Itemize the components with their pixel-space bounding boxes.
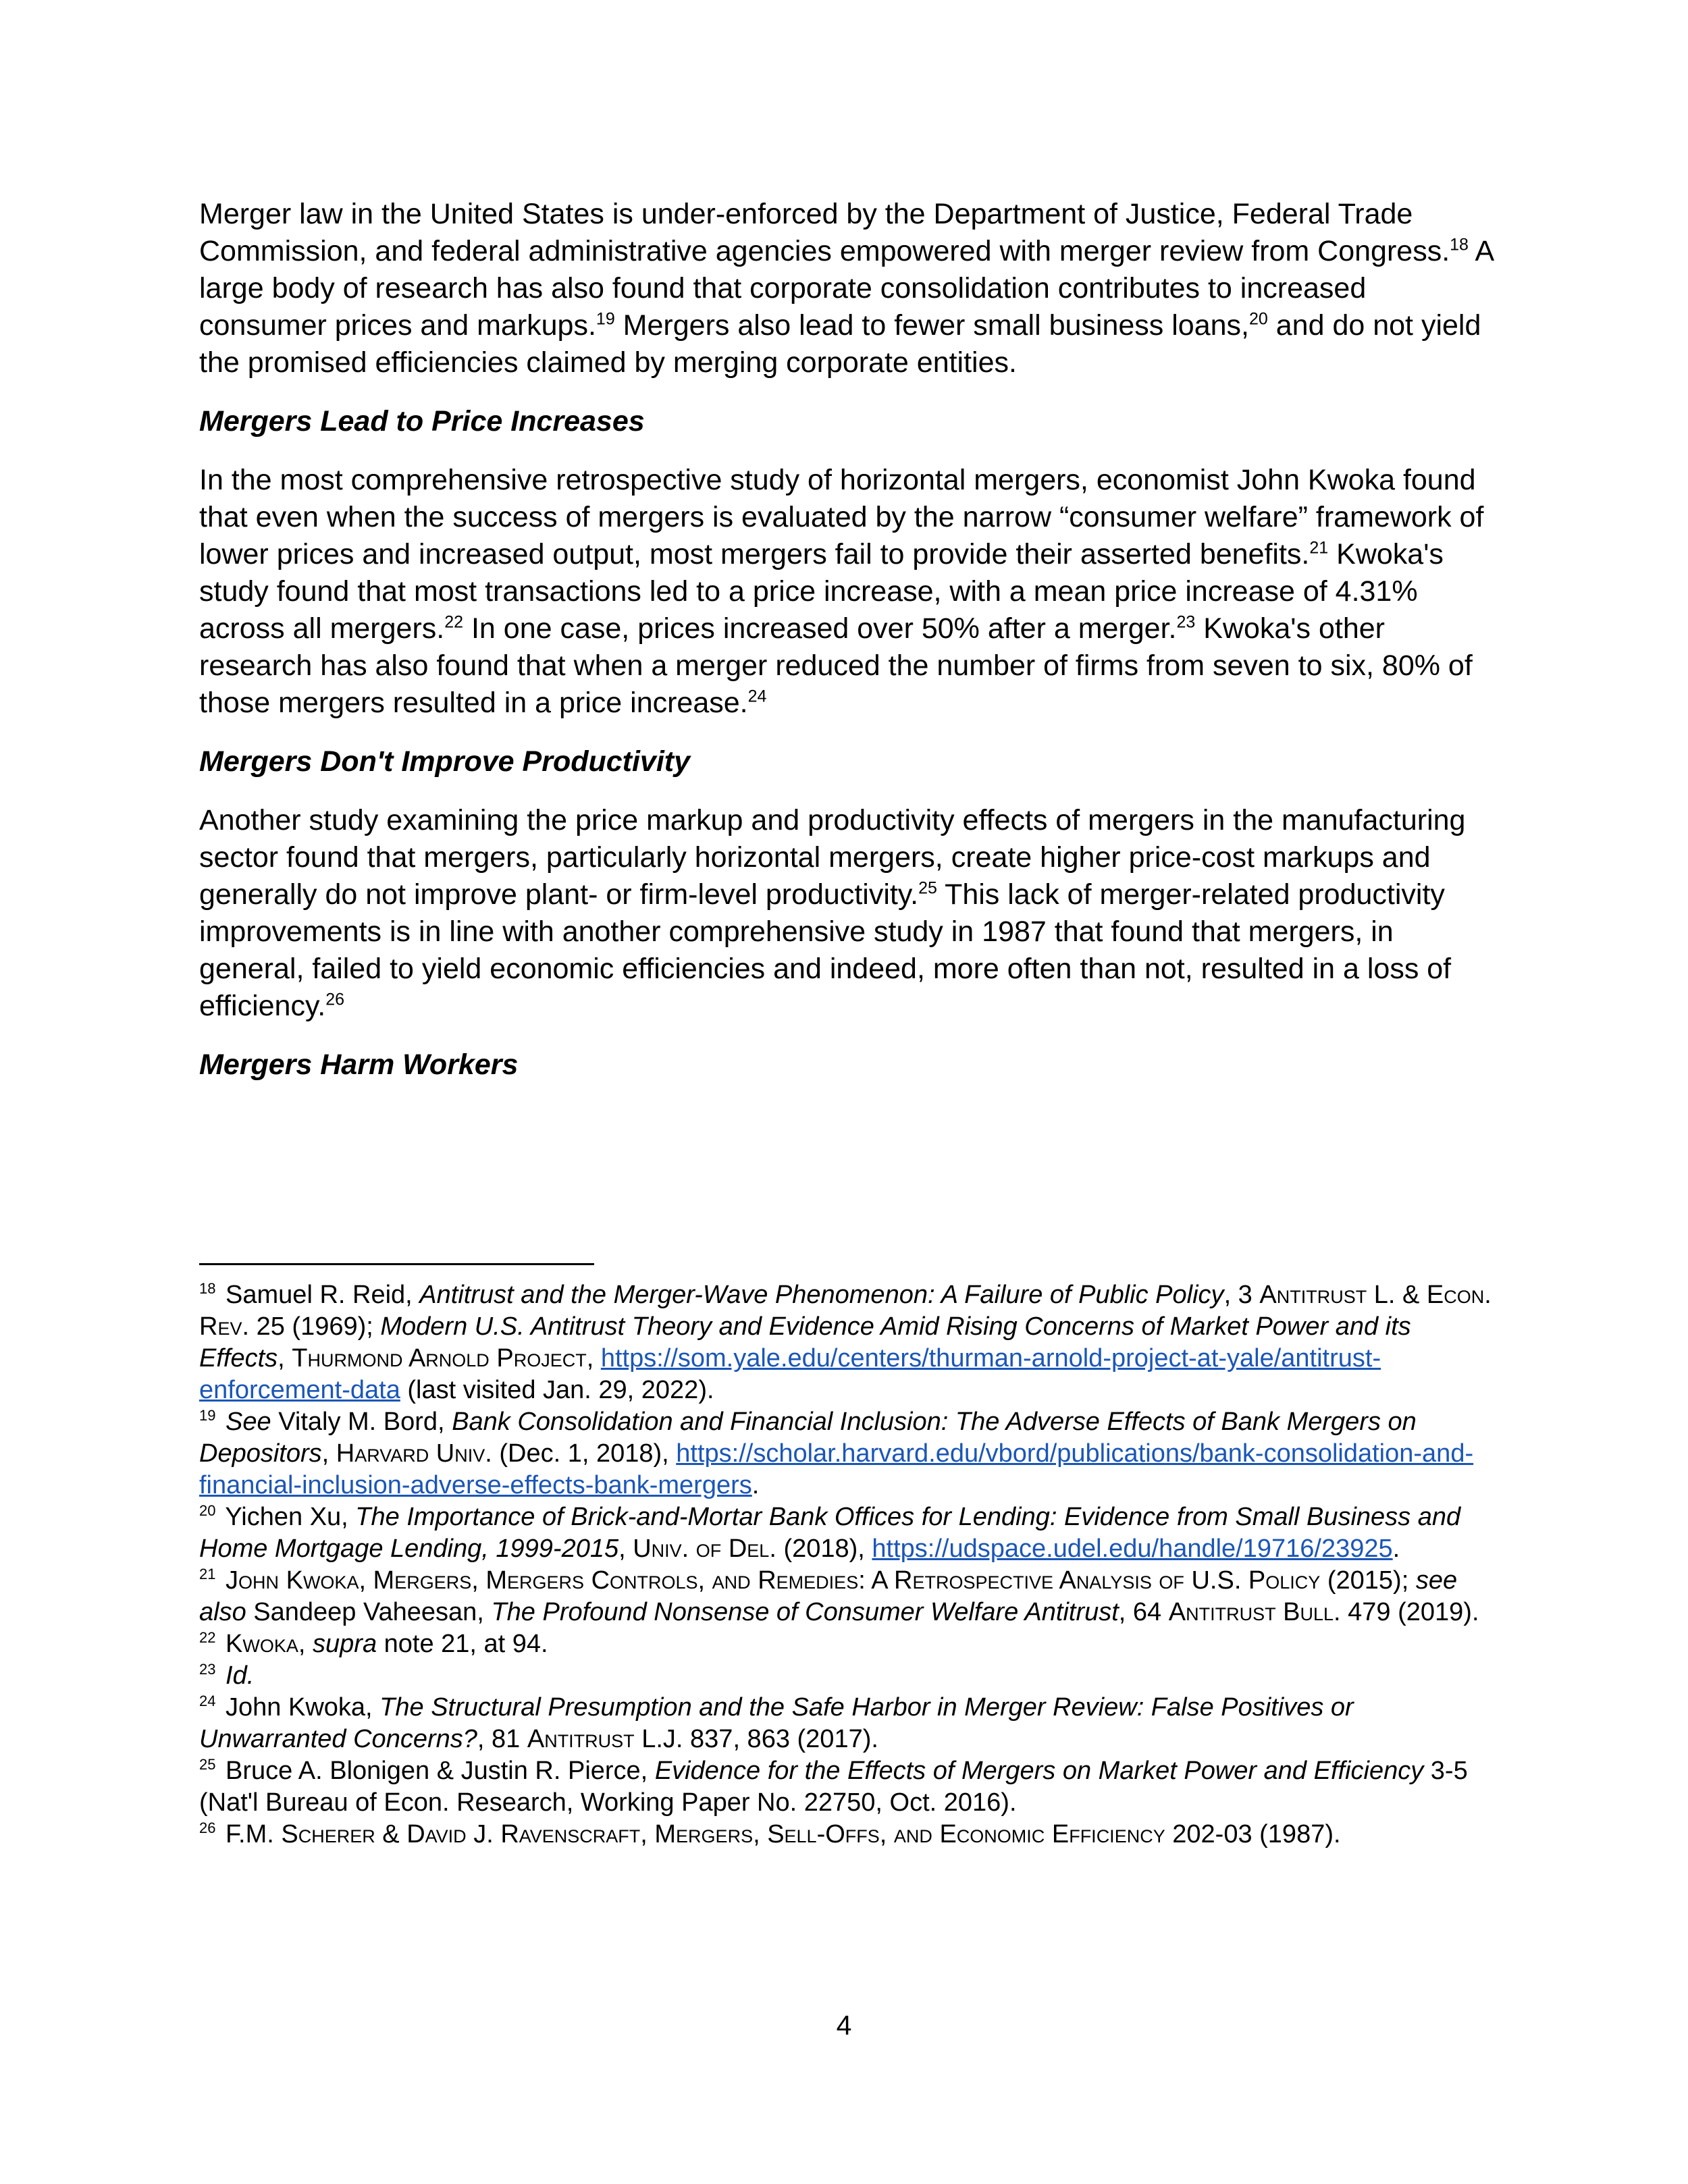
section-heading-workers: Mergers Harm Workers [199,1048,519,1081]
footnote-25: $^{25}$ Bruce A. Blonigen & Justin R. Pierce, Evidence for the Effects of Mergers on Market Power and Efficiency 3-5 (Nat'l Bureau of Econ. Research, Working Paper No. 22750, Oct. 2016). [199,1756,1468,1817]
footnote-20: $^{20}$ Yichen Xu, The Importance of Brick-and-Mortar Bank Offices for Lending: Evidence from Small Business and Home Mortgage Lending, 1999-2015, Univ. of Del. (2018), https://udspace.udel.edu/handle/19716/23925. [199,1502,1461,1563]
footnote-19-link[interactable]: https://scholar.harvard.edu/vbord/publications/bank-consolidation-and-financial-inclusion-adverse-effects-bank-mergers [199,1439,1474,1499]
section-heading-productivity: Mergers Don't Improve Productivity [199,745,691,778]
footnote-ref-21[interactable]: 21 [1309,538,1329,558]
page-number: 4 [836,2010,852,2041]
paragraph-productivity: Another study examining the price markup and productivity effects of mergers in the manufacturing sector found that mergers, particularly horizontal mergers, create higher price-cost markups and generally do not improve plant- or firm-level productivity.$^{25}$ This lack of merger-related productivity improvements is in line with another comprehensive study in 1987 that found that mergers, in general, failed to yield economic efficiencies and indeed, more often than not, resulted in a loss of efficiency.$^{26}$ [199,804,1466,1022]
footnote-21: $^{21}$ John Kwoka, Mergers, Mergers Controls, and Remedies: A Retrospective Analysis of U.S. Policy (2015); see also Sandeep Vaheesan, The Profound Nonsense of Consumer Welfare Antitrust, 64 Antitrust Bull. 479 (2019). [199,1566,1479,1626]
footnote-ref-19[interactable]: 19 [596,309,615,329]
footnote-ref-26[interactable]: 26 [325,990,345,1009]
footnote-separator [199,1263,594,1265]
footnote-ref-23[interactable]: 23 [1176,612,1196,632]
footnote-ref-24[interactable]: 24 [747,687,767,706]
footnote-23: $^{23}$ Id. [199,1661,255,1690]
footnote-ref-20[interactable]: 20 [1249,309,1268,329]
footnote-18: $^{18}$ Samuel R. Reid, Antitrust and the Merger-Wave Phenomenon: A Failure of Public Policy, 3 Antitrust L. & Econ. Rev. 25 (1969); Modern U.S. Antitrust Theory and Evidence Amid Rising Concerns of Market Power and its Effects, Thurmond Arnold Project, https://som.yale.edu/centers/thurman-arnold-project-at-yale/antitrust-enforcement-data (last visited Jan. 29, 2022). [199,1280,1492,1404]
footnote-19: $^{19}$ See Vitaly M. Bord, Bank Consolidation and Financial Inclusion: The Adverse Effects of Bank Mergers on Depositors, Harvard Univ. (Dec. 1, 2018), https://scholar.harvard.edu/vbord/publications/bank-consolidation-and-financial-inclusion-adverse-effects-bank-mergers. [199,1407,1474,1499]
footnote-ref-25[interactable]: 25 [918,878,937,898]
footnote-22: $^{22}$ Kwoka, supra note 21, at 94. [199,1629,548,1658]
footnotes [199,1279,1496,1850]
footnote-ref-22[interactable]: 22 [444,612,464,632]
footnote-ref-18[interactable]: 18 [1450,235,1469,255]
footnote-26: $^{26}$ F.M. Scherer & David J. Ravenscraft, Mergers, Sell-Offs, and Economic Efficiency 202-03 (1987). [199,1819,1341,1848]
section-heading-price-increases: Mergers Lead to Price Increases [199,405,645,437]
main-content [199,196,1496,1105]
paragraph-price-increases: In the most comprehensive retrospective study of horizontal mergers, economist John Kwoka found that even when the success of mergers is evaluated by the narrow “consumer welfare” framework of lower prices and increased output, most mergers fail to provide their asserted benefits.$^{21}$ Kwoka's study found that most transactions led to a price increase, with a mean price increase of 4.31% across all mergers.$^{22}$ In one case, prices increased over 50% after a merger.$^{23}$ Kwoka's other research has also found that when a merger reduced the number of firms from seven to six, 80% of those mergers resulted in a price increase.$^{24}$ [199,464,1484,719]
footnote-20-link[interactable]: https://udspace.udel.edu/handle/19716/23925 [872,1535,1393,1563]
footnote-24: $^{24}$ John Kwoka, The Structural Presumption and the Safe Harbor in Merger Review: False Positives or Unwarranted Concerns?, 81 Antitrust L.J. 837, 863 (2017). [199,1693,1354,1753]
footnote-18-link[interactable]: https://som.yale.edu/centers/thurman-arnold-project-at-yale/antitrust-enforcement-data [199,1344,1381,1404]
paragraph-intro: Merger law in the United States is under-enforced by the Department of Justice, Federal Trade Commission, and federal administrative agencies empowered with merger review from Congress.$^{18}$ A large body of research has also found that corporate consolidation contributes to increased consumer prices and markups.$^{19}$ Mergers also lead to fewer small business loans,$^{20}$ and do not yield the promised efficiencies claimed by merging corporate entities. [199,198,1493,379]
